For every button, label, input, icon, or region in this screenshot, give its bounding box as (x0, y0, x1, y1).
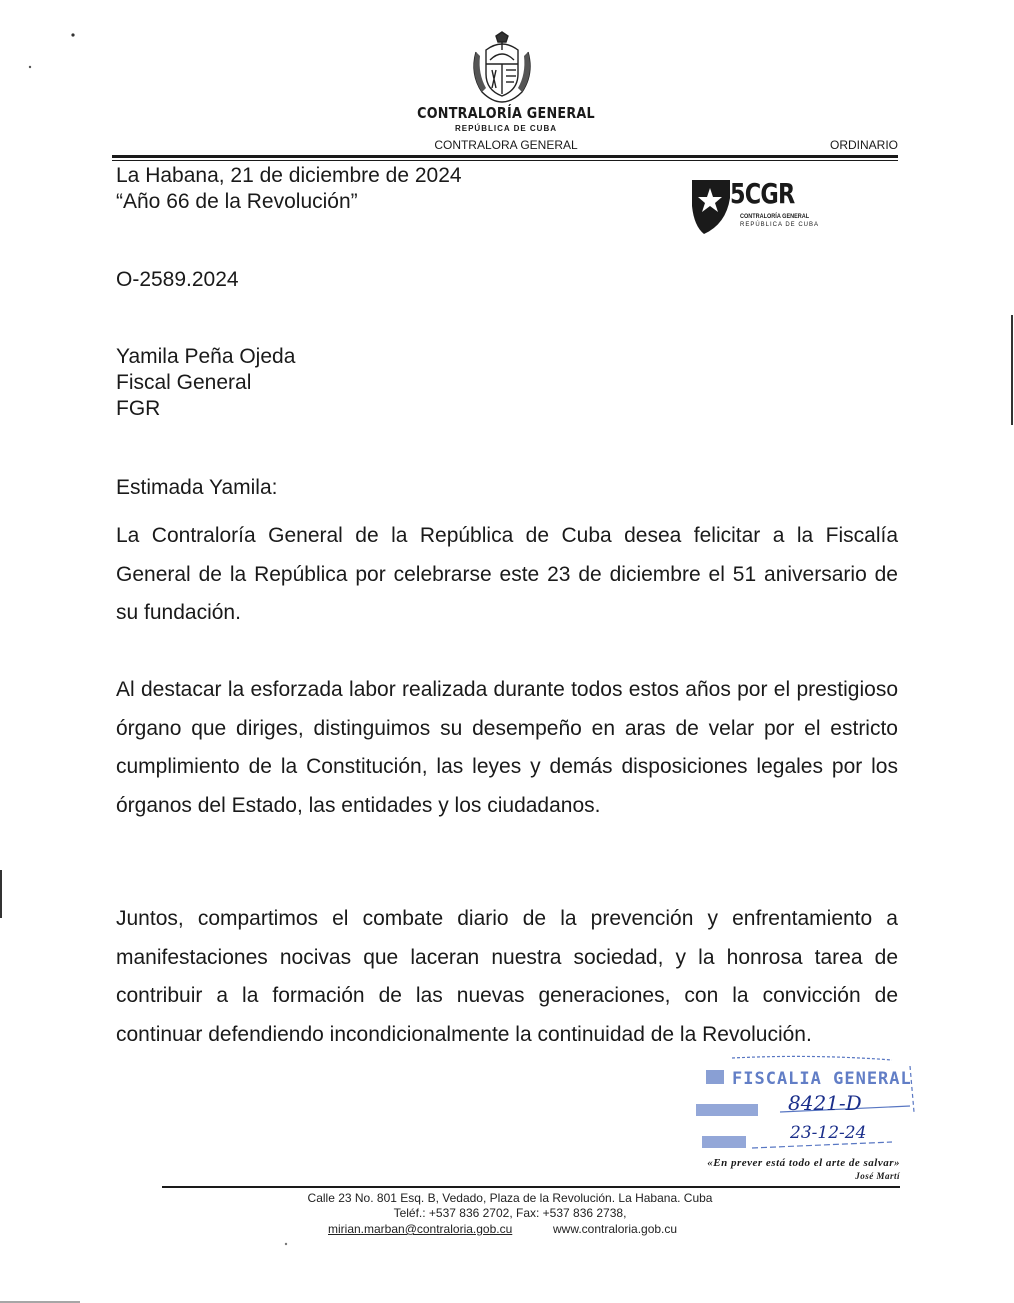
recipient-org: FGR (116, 397, 161, 420)
salutation: Estimada Yamila: (116, 476, 278, 499)
footer-rule (162, 1186, 900, 1188)
footer-phones: Teléf.: +537 836 2702, Fax: +537 836 2738, (393, 1206, 627, 1220)
paragraph-3: Juntos, compartimos el combate diario de la prevención y enfrentamiento a manifestaciones nocivas que laceran nuestra sociedad, y la honrosa tarea de contribuir a la formación de las nuevas generaciones, con la convicción de continuar defendiendo incondicionalmente la continuidad de la Revolución. (116, 907, 898, 1046)
org-country: REPÚBLICA DE CUBA (454, 124, 558, 133)
reception-stamp (692, 1052, 924, 1162)
header-rule (112, 155, 898, 158)
cgr-logo-line1: CONTRALORÍA GENERAL (740, 213, 810, 220)
reference-number: O-2589.2024 (116, 268, 239, 291)
stamp-number: 8421-D (788, 1091, 862, 1115)
scan-margin-mark (0, 870, 2, 918)
cgr-logo-line2: REPÚBLICA DE CUBA (740, 222, 820, 228)
classification-label: ORDINARIO (829, 138, 898, 152)
motto-author: José Martí (855, 1171, 900, 1181)
coat-of-arms-icon (466, 30, 538, 108)
recipient-name: Yamila Peña Ojeda (116, 345, 296, 368)
recipient-title: Fiscal General (116, 371, 252, 394)
year-motto-line: “Año 66 de la Revolución” (116, 190, 358, 213)
stamp-date: 23-12-24 (790, 1123, 867, 1143)
footer-email-link[interactable]: mirian.marban@contraloria.gob.cu (328, 1222, 513, 1236)
office-name: CONTRALORA GENERAL (434, 138, 578, 152)
footer-web-link[interactable]: www.contraloria.gob.cu (553, 1222, 678, 1236)
paragraph-2: Al destacar la esforzada labor realizada durante todos estos años por el prestigioso órgano que diriges, distinguimos su desempeño en aras de velar por el estricto cumplimiento de la Constitución, las leyes y demás disposiciones legales por los órganos del Estado, las entidades y los ciudadanos. (116, 678, 898, 817)
stamp-header: FISCALIA GENERAL (732, 1069, 912, 1089)
paragraph-1: La Contraloría General de la República de Cuba desea felicitar a la Fiscalía General de la República por celebrarse este 23 de diciembre el 51 aniversario de su fundación. (116, 524, 898, 624)
org-name: CONTRALORÍA GENERAL (417, 104, 595, 122)
motto: «En prever está todo el arte de salvar» (707, 1157, 900, 1169)
date-line: La Habana, 21 de diciembre de 2024 (116, 164, 462, 187)
cgr-logo-mark: 5CGR (730, 177, 795, 210)
footer-address: Calle 23 No. 801 Esq. B, Vedado, Plaza de la Revolución. La Habana. Cuba (307, 1191, 713, 1205)
scan-margin-mark (1011, 315, 1013, 425)
header-rule-thin (112, 160, 898, 161)
